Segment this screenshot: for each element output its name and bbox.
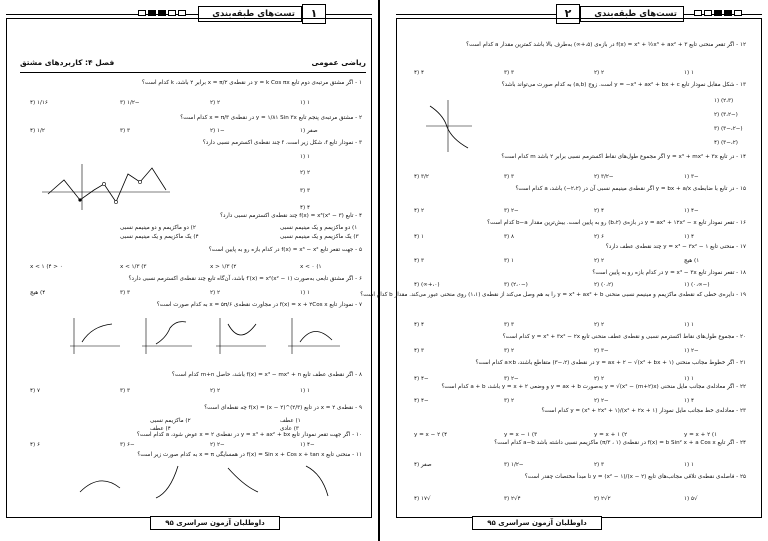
question-7-option-1[interactable]: (−∞،۰) (۱: [684, 282, 710, 288]
question-4-option-2[interactable]: ۲) دو ماکزیمم و دو مینیمم نسبی: [120, 225, 196, 231]
question-10-option-1[interactable]: ۱ (۱: [684, 376, 694, 382]
question-7-option-3[interactable]: (−۲،۰) (۳: [504, 282, 528, 288]
right-page: [360, 0, 768, 541]
question-number: ۷: [358, 302, 362, 308]
question-number: ۱۸: [739, 270, 746, 276]
question-3-text: ۱۴ - در تابع y = x³ + mx² + ۳x اگر مجموع طول‌های نقاط اکسترمم نسبی برابر ۲ باشد m کدام است؟: [501, 154, 746, 160]
question-number: ۲۱: [739, 360, 746, 366]
question-14-option-4[interactable]: √۱۷ (۴: [414, 496, 431, 502]
question-8-option-3[interactable]: ۳ (۳: [120, 388, 130, 394]
question-number: ۳: [358, 140, 362, 146]
question-body: اگر جهت تقعر نمودار تابع y = x³ + ax² + bx در نقطه‌ی x = ۲ عوض شود، a کدام است؟: [136, 432, 351, 438]
question-body: منحنی تابع y = x³ − ۳x² − ۱ چند نقطه‌ی عطف دارد؟: [605, 244, 735, 250]
question-number: ۲: [358, 115, 362, 121]
question-9-option-2[interactable]: ۲) ماکزیمم نسبی: [150, 418, 191, 424]
question-1-option-4[interactable]: ۱/۱۶ (۴: [30, 100, 48, 106]
question-8-option-2[interactable]: ۲ (۲: [210, 388, 220, 394]
question-8-text: ۱۹ - دایره‌ی خطی که نقطه‌ی ماکزیمم و مینیمم نسبی منحنی y = x³ + ax² + b را به هم وصل می‌کند از نقطه‌ی (۱،۱) روی منحنی عبور می‌کند. مقدار b کدام است؟: [360, 292, 746, 298]
question-2-text: ۱۳ - شکل مقابل نمودار تابع y = −x³ + ax² + bx + c است. زوج (a,b) به کدام صورت می‌تواند باشد؟: [501, 82, 746, 88]
question-3-text: ۳ - نمودار تابع f، شکل زیر است. f چند نقطه‌ی اکسترمم نسبی دارد؟: [202, 140, 362, 146]
question-13-text: ۲۴ - اگر تابع f(x) = b Sin² x + a Cos x در نقطه‌ی (π/۳ ، ۱) ماکزیمم نسبی داشته باشد a−b کدام است؟: [494, 440, 746, 446]
question-1-option-3[interactable]: −۱/۲ (۳: [120, 100, 140, 106]
question-number: ۱: [358, 80, 362, 86]
question-11-option-3[interactable]: ۲ (۳: [504, 398, 514, 404]
question-4-text: ۱۵ - در تابع با ضابطه‌ی y = bx + a/x اگر نقطه‌ی مینیمم نسبی آن در (۲،۲−) باشد، a کدام است؟: [515, 186, 746, 192]
question-number: ۱۰: [355, 432, 362, 438]
question-number: ۴: [358, 213, 362, 219]
question-8-text: ۸ - اگر نقطه‌ی عطف تابع f(x) = x³ − mx² + n باشد، حاصل m+n کدام است؟: [171, 372, 362, 378]
question-5-option-4[interactable]: ۱ (۴: [414, 234, 424, 240]
question-6-option-3[interactable]: ۳ (۳: [120, 290, 130, 296]
question-9-option-2[interactable]: −۳ (۲: [594, 348, 609, 354]
header-progress-boxes: [694, 10, 742, 16]
question-7-option-graphs: [60, 316, 360, 356]
question-2-option-4[interactable]: ۱/۲ (۴: [30, 128, 45, 134]
question-6-option-1[interactable]: ۱) هیچ: [684, 258, 700, 264]
question-10-option-2[interactable]: ۲ (۲: [594, 376, 604, 382]
question-number: ۱۷: [739, 244, 746, 250]
question-12-option-4[interactable]: y = x − ۲ (۴: [414, 432, 448, 438]
question-2-option-1[interactable]: صفر (۱: [300, 128, 318, 134]
question-3-option-2[interactable]: −۳/۲ (۲: [594, 174, 614, 180]
question-6-text: ۱۷ - منحنی تابع y = x³ − ۳x² − ۱ چند نقطه‌ی عطف دارد؟: [605, 244, 746, 250]
question-body: نقطه‌ی x = ۲ در تابع f(x) = (x − ۲)^(۲/۳) چه نقطه‌ای است؟: [204, 405, 354, 411]
question-2-option-3[interactable]: (−۲،−۳) (۳: [714, 126, 743, 132]
question-1-option-1[interactable]: ۱ (۱: [684, 70, 694, 76]
question-body: منحنی تابع f(x) = Sin x + Cos x + tan x در همسایگی x = π به کدام صورت زیر است؟: [137, 452, 351, 458]
question-10-text: ۲۱ - اگر خطوط مجانب منحنی y = ax + ۲ − √(x² + bx + ۱) در نقطه‌ی (۲،−۳) متقاطع باشند، a×b کدام است؟: [475, 360, 746, 366]
question-5-option-1[interactable]: ۴ (۱: [684, 234, 694, 240]
question-13-option-1[interactable]: ۱ (۱: [684, 462, 694, 468]
section-rule: [20, 72, 366, 73]
question-6-option-1[interactable]: ۱ (۱: [300, 290, 310, 296]
question-11-text: ۲۲ - اگر معادله‌ی مجانب مایل منحنی y = √(x² − (m+۲)x) به‌صورت y = ax + b و وضعی y = x + ۲ باشد، a + b کدام است؟: [441, 384, 746, 390]
question-number: ۱۲: [739, 42, 746, 48]
question-1-option-1[interactable]: ۱ (۱: [300, 100, 310, 106]
q7-graph-1: [70, 318, 120, 354]
question-7-text: ۱۸ - تقعر نمودار تابع y = x³ − ۳x در کدام بازه رو به پایین است؟: [592, 270, 746, 276]
question-8-option-4[interactable]: ۴ (۴: [414, 322, 424, 328]
question-body: در تابع y = x³ + mx² + ۳x اگر مجموع طول‌های نقاط اکسترمم نسبی برابر ۲ باشد m کدام است؟: [501, 154, 735, 160]
question-number: ۲۴: [739, 440, 746, 446]
section-chapter: فصل ۴: کاربردهای مشتق: [20, 58, 115, 67]
question-2-option-4[interactable]: (۲،−۳) (۴: [714, 140, 738, 146]
question-number: ۱۶: [739, 220, 746, 226]
question-body: اگر تقعر منحنی تابع f(x) = x⁴ + ½x³ + ax² + ۳ در بازه‌ی (۵،+∞) به‌طرف بالا باشد کمترین مقدار a کدام است؟: [466, 42, 735, 48]
question-6-option-4[interactable]: ۳ (۴: [414, 258, 424, 264]
question-3-graph: [42, 162, 172, 212]
question-4-option-4[interactable]: ۴) یک ماکزیمم و یک مینیمم نسبی: [120, 234, 199, 240]
question-2-option-2[interactable]: (−۳،۲) (۲: [714, 112, 738, 118]
question-5-option-3[interactable]: x < ۱/۳ (۳: [120, 264, 147, 270]
question-1-option-2[interactable]: ۲ (۲: [594, 70, 604, 76]
question-body: شکل مقابل نمودار تابع y = −x³ + ax² + bx + c است. زوج (a,b) به کدام صورت می‌تواند باشد؟: [501, 82, 735, 88]
question-11-option-1[interactable]: ۴ (۱: [684, 398, 694, 404]
question-4-option-4[interactable]: ۲ (۴: [414, 208, 424, 214]
question-number: ۲۳: [739, 408, 746, 414]
question-number: ۸: [358, 372, 362, 378]
q7-graph-2: [142, 318, 192, 354]
question-6-option-2[interactable]: ۲ (۲: [594, 258, 604, 264]
question-4-option-2[interactable]: ۴ (۲: [594, 208, 604, 214]
question-13-option-4[interactable]: صفر (۴: [414, 462, 432, 468]
question-number: ۱۱: [355, 452, 362, 458]
question-5-option-3[interactable]: ۸ (۳: [504, 234, 514, 240]
question-9-option-4[interactable]: ۳ (۴: [414, 348, 424, 354]
question-2-option-3[interactable]: ۳ (۳: [120, 128, 130, 134]
question-3-option-1[interactable]: −۳ (۱: [684, 174, 699, 180]
question-number: ۱۹: [739, 292, 746, 298]
question-body: اگر خطوط مجانب منحنی y = ax + ۲ − √(x² + bx + ۱) در نقطه‌ی (۲،−۳) متقاطع باشند، a×b کدام است؟: [475, 360, 735, 366]
question-3-option-1[interactable]: ۱ (۱: [300, 154, 310, 160]
question-5-option-4[interactable]: ۰ < x < ۱ (۴: [30, 264, 63, 270]
question-1-text: ۱۲ - اگر تقعر منحنی تابع f(x) = x⁴ + ½x³ + ax² + ۳ در بازه‌ی (۵،+∞) به‌طرف بالا باشد کمترین مقدار a کدام است؟: [466, 42, 746, 48]
question-1-option-3[interactable]: ۳ (۳: [504, 70, 514, 76]
question-body: نمودار تابع f، شکل زیر است. f چند نقطه‌ی اکسترمم نسبی دارد؟: [202, 140, 354, 146]
question-body: اگر نقطه‌ی عطف تابع f(x) = x³ − mx² + n باشد، حاصل m+n کدام است؟: [171, 372, 354, 378]
question-12-option-3[interactable]: y = x − ۱ (۳: [504, 432, 538, 438]
question-number: ۲۲: [739, 384, 746, 390]
question-1-option-4[interactable]: ۴ (۴: [414, 70, 424, 76]
question-9-text: ۲۰ - مجموع طول‌های نقاط اکسترمم نسبی و نقطه‌ی عطف منحنی تابع y = x³ + ۳x² − ۲x کدام است؟: [502, 334, 746, 340]
q7-graph-4: [288, 318, 340, 354]
question-number: ۲۰: [739, 334, 746, 340]
question-number: ۹: [358, 405, 362, 411]
question-4-option-3[interactable]: ۳) یک ماکزیمم و یک مینیمم نسبی: [280, 234, 359, 240]
right-footer: داوطلبان آزمون سراسری ۹۵: [472, 516, 602, 530]
question-body: اگر تابع f(x) = b Sin² x + a Cos x در نقطه‌ی (π/۳ ، ۱) ماکزیمم نسبی داشته باشد a−b کدام است؟: [494, 440, 735, 446]
question-3-option-3[interactable]: ۳ (۳: [504, 174, 514, 180]
question-body: دایره‌ی خطی که نقطه‌ی ماکزیمم و مینیمم نسبی منحنی y = x³ + ax² + b را به هم وصل می‌کند از نقطه‌ی (۱،۱) روی منحنی عبور می‌کند. مقدار b کدام است؟: [360, 292, 735, 298]
question-9-text: ۹ - نقطه‌ی x = ۲ در تابع f(x) = (x − ۲)^(۲/۳) چه نقطه‌ای است؟: [204, 405, 362, 411]
question-10-option-2[interactable]: −۲ (۲: [210, 442, 225, 448]
question-6-option-4[interactable]: ۴) هیچ: [30, 290, 46, 296]
q11-curve-3: [228, 468, 258, 492]
question-10-option-3[interactable]: −۲ (۳: [504, 376, 519, 382]
question-4-option-1[interactable]: ۱) دو ماکزیمم و یک مینیمم نسبی: [280, 225, 358, 231]
question-14-text: ۲۵ - فاصله‌ی نقطه‌ی تلاقی مجانب‌های تابع y = (x² − ۱)/(x − ۲) تا مبدأ مختصات چقدر است؟: [524, 474, 746, 480]
question-body: جهت تقعر تابع f(x) = x³ − x² در کدام بازه رو به پایین است؟: [208, 247, 354, 253]
header-progress-boxes: [138, 10, 186, 16]
question-7-option-2[interactable]: (۰،۲) (۲: [594, 282, 614, 288]
q11-curve-1: [80, 481, 120, 492]
question-5-text: ۱۶ - تقعر نمودار تابع y = ax³ + ۱۲x² − x در بازه‌ی (۲،b) رو به پایین است. بیش‌ترین مقدار b−a کدام است؟: [487, 220, 746, 226]
question-10-option-4[interactable]: ۶ (۴: [30, 442, 40, 448]
question-body: اگر مشتق تابعی به‌صورت f′(x) = x²(x² − ۱) باشد، آن‌گاه تابع چند نقطه‌ی اکسترمم نسبی دارد؟: [128, 276, 354, 282]
question-1-text: ۱ - اگر مشتق مرتبه‌ی دوم تابع y = k Cos πx در نقطه‌ی x = π/۲ برابر ۲ باشد، k کدام است؟: [141, 80, 362, 86]
question-9-option-1[interactable]: −۲ (۱: [684, 348, 699, 354]
question-6-option-2[interactable]: ۲ (۲: [210, 290, 220, 296]
question-8-option-4[interactable]: ۷ (۴: [30, 388, 40, 394]
question-number: ۱۳: [739, 82, 746, 88]
question-number: ۵: [358, 247, 362, 253]
question-body: تقعر نمودار تابع y = x³ − ۳x در کدام بازه رو به پایین است؟: [592, 270, 735, 276]
question-14-option-1[interactable]: √۵ (۱: [684, 496, 698, 502]
question-11-text: ۱۱ - منحنی تابع f(x) = Sin x + Cos x + tan x در همسایگی x = π به کدام صورت زیر است؟: [137, 452, 362, 458]
question-8-option-1[interactable]: ۱ (۱: [300, 388, 310, 394]
page-number: ۱: [302, 4, 326, 24]
question-body: در تابع با ضابطه‌ی y = bx + a/x اگر نقطه‌ی مینیمم نسبی آن در (۲،۲−) باشد، a کدام است؟: [515, 186, 735, 192]
question-body: مجموع طول‌های نقاط اکسترمم نسبی و نقطه‌ی عطف منحنی تابع y = x³ + ۳x² − ۲x کدام است؟: [502, 334, 735, 340]
question-10-option-4[interactable]: −۴ (۴: [414, 376, 429, 382]
question-5-option-2[interactable]: x > ۱/۳ (۲: [210, 264, 237, 270]
page-number: ۲: [556, 4, 580, 24]
question-10-text: ۱۰ - اگر جهت تقعر نمودار تابع y = x³ + ax² + bx در نقطه‌ی x = ۲ عوض شود، a کدام است؟: [136, 432, 362, 438]
question-9-option-3[interactable]: ۳) عادی: [280, 426, 299, 432]
question-number: ۲۵: [739, 474, 746, 480]
question-9-option-1[interactable]: ۱) عطف: [280, 418, 301, 424]
question-3-option-2[interactable]: ۲ (۲: [300, 170, 310, 176]
question-6-text: ۶ - اگر مشتق تابعی به‌صورت f′(x) = x²(x² − ۱) باشد، آن‌گاه تابع چند نقطه‌ی اکسترمم نسبی دارد؟: [128, 276, 362, 282]
question-11-option-curves: [60, 462, 360, 502]
section-subject: ریاضی عمومی: [311, 58, 366, 67]
question-2-text: ۲ - مشتق مرتبه‌ی پنجم تابع y = ۱/۸۱ Sin ۳x در نقطه‌ی x = π/۳ کدام است؟: [180, 115, 362, 121]
question-body: تابع f(x) = x³(x² − ۳) چند نقطه‌ی اکسترمم نسبی دارد؟: [220, 213, 354, 219]
question-4-option-3[interactable]: −۲ (۳: [504, 208, 519, 214]
question-9-option-3[interactable]: ۲ (۳: [504, 348, 514, 354]
question-number: ۱۵: [739, 186, 746, 192]
question-8-option-3[interactable]: ۳ (۳: [504, 322, 514, 328]
question-body: معادله‌ی خط مجانب مایل نمودار y = (x³ + ۲x² + ۱)/(x² + ۲x + ۱) کدام است؟: [541, 408, 735, 414]
question-3-option-4[interactable]: ۴ (۴: [300, 205, 310, 211]
question-body: نمودار تابع f(x) = x + ۲Cos x در مجاورت نقطه‌ی x = ۵π/۶ به کدام صورت است؟: [156, 302, 354, 308]
question-body: اگر معادله‌ی مجانب مایل منحنی y = √(x² − (m+۲)x) به‌صورت y = ax + b و وضعی y = x + ۲ باشد، a + b کدام است؟: [441, 384, 735, 390]
question-7-text: ۷ - نمودار تابع f(x) = x + ۲Cos x در مجاورت نقطه‌ی x = ۵π/۶ به کدام صورت است؟: [156, 302, 362, 308]
left-footer: داوطلبان آزمون سراسری ۹۵: [150, 516, 280, 530]
question-12-option-1[interactable]: y = x + ۲ (۱: [684, 432, 718, 438]
question-2-option-1[interactable]: (۲،۳) (۱: [714, 98, 734, 104]
question-4-text: ۴ - تابع f(x) = x³(x² − ۳) چند نقطه‌ی اکسترمم نسبی دارد؟: [220, 213, 362, 219]
header-title: تست‌های طبقه‌بندی: [580, 6, 684, 22]
question-11-option-2[interactable]: −۲ (۲: [594, 398, 609, 404]
question-1-option-2[interactable]: ۲ (۲: [210, 100, 220, 106]
question-11-option-4[interactable]: −۴ (۴: [414, 398, 429, 404]
question-13-graph: [424, 98, 474, 154]
question-4-option-1[interactable]: −۴ (۱: [684, 208, 699, 214]
question-2-option-2[interactable]: −۱ (۲: [210, 128, 225, 134]
question-10-option-3[interactable]: −۶ (۳: [120, 442, 135, 448]
question-body: مشتق مرتبه‌ی پنجم تابع y = ۱/۸۱ Sin ۳x در نقطه‌ی x = π/۳ کدام است؟: [180, 115, 354, 121]
q11-curve-4: [306, 466, 328, 496]
header-title: تست‌های طبقه‌بندی: [198, 6, 302, 22]
section-bar: [20, 58, 366, 70]
question-14-option-3[interactable]: ۴√۲ (۳: [504, 496, 521, 502]
q11-curve-2: [156, 466, 178, 498]
question-8-option-2[interactable]: ۲ (۲: [594, 322, 604, 328]
question-8-option-1[interactable]: ۱ (۱: [684, 322, 694, 328]
question-body: اگر مشتق مرتبه‌ی دوم تابع y = k Cos πx در نقطه‌ی x = π/۲ برابر ۲ باشد، k کدام است؟: [141, 80, 354, 86]
question-6-option-3[interactable]: ۱ (۳: [504, 258, 514, 264]
question-10-option-1[interactable]: −۴ (۱: [300, 442, 315, 448]
question-3-option-4[interactable]: ۳/۲ (۴: [414, 174, 429, 180]
question-13-option-2[interactable]: ۳ (۲: [594, 462, 604, 468]
question-5-option-2[interactable]: ۶ (۲: [594, 234, 604, 240]
question-body: تقعر نمودار تابع y = ax³ + ۱۲x² − x در بازه‌ی (۲،b) رو به پایین است. بیش‌ترین مقدار b−a کدام است؟: [487, 220, 735, 226]
question-body: فاصله‌ی نقطه‌ی تلاقی مجانب‌های تابع y = (x² − ۱)/(x − ۲) تا مبدأ مختصات چقدر است؟: [524, 474, 735, 480]
question-12-text: ۲۳ - معادله‌ی خط مجانب مایل نمودار y = (x³ + ۲x² + ۱)/(x² + ۲x + ۱) کدام است؟: [541, 408, 746, 414]
question-13-option-3[interactable]: −۱/۲ (۳: [504, 462, 524, 468]
question-5-text: ۵ - جهت تقعر تابع f(x) = x³ − x² در کدام بازه رو به پایین است؟: [208, 247, 362, 253]
question-7-option-4[interactable]: (۰،+∞) (۴: [414, 282, 440, 288]
question-14-option-2[interactable]: ۲√۲ (۲: [594, 496, 611, 502]
question-9-option-4[interactable]: ۴) عطف: [150, 426, 171, 432]
question-number: ۱۴: [739, 154, 746, 160]
question-number: ۶: [358, 276, 362, 282]
q7-graph-3: [216, 318, 266, 354]
question-12-option-2[interactable]: y = x + ۱ (۲: [594, 432, 628, 438]
question-5-option-1[interactable]: x < ۰ (۱: [300, 264, 322, 270]
question-3-option-3[interactable]: ۳ (۳: [300, 188, 310, 194]
